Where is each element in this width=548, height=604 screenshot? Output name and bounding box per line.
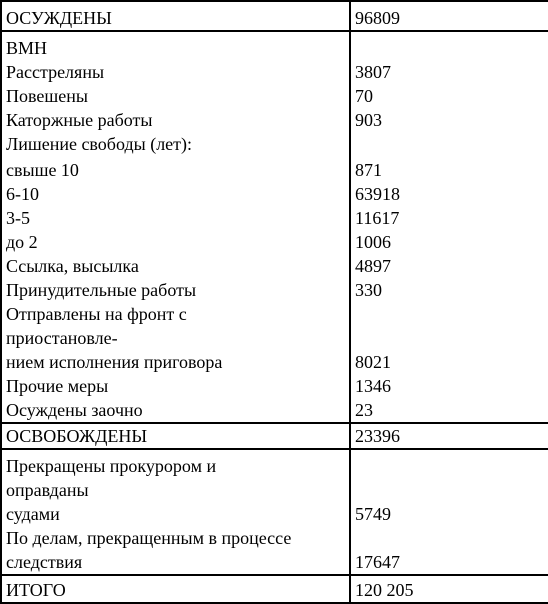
detail-value: 330 (355, 280, 382, 300)
detail-label: Ссылка, высылка (6, 256, 139, 276)
table-row-convicted-details (1, 31, 548, 423)
convicted-total: 96809 (350, 1, 548, 31)
detail-label: нием исполнения приговора (6, 352, 223, 372)
detail-label: Прекращены прокурором и (6, 456, 217, 476)
detail-label: Принудительные работы (6, 280, 197, 300)
detail-label: 6-10 (6, 184, 39, 204)
detail-label: Прочие меры (6, 376, 109, 396)
detail-label: свыше 10 (6, 160, 79, 180)
detail-value (355, 132, 548, 158)
detail-label: 3-5 (6, 208, 30, 228)
detail-label: приостановле- (6, 328, 118, 348)
released-total: 23396 (350, 423, 548, 449)
detail-label: Каторжные работы (6, 110, 153, 130)
detail-label: Отправлены на фронт с (6, 304, 187, 324)
table-row-convicted (1, 1, 548, 31)
detail-label: Расстреляны (6, 62, 105, 82)
detail-label: оправданы (6, 480, 89, 500)
detail-label: По делам, прекращенным в процессе (6, 528, 292, 548)
detail-value (355, 454, 548, 478)
detail-label: до 2 (6, 232, 38, 252)
detail-value: 70 (355, 86, 373, 106)
total-value: 120 205 (350, 575, 548, 603)
detail-label: следствия (6, 552, 83, 572)
table-row-released (1, 423, 548, 449)
detail-label: Осуждены заочно (6, 400, 143, 420)
detail-value (355, 526, 548, 550)
detail-value: 1006 (355, 232, 391, 252)
convicted-details-labels (1, 31, 350, 423)
detail-label: Повешены (6, 86, 88, 106)
table-row-released-details (1, 449, 548, 575)
released-details-values (350, 449, 548, 575)
detail-value (355, 36, 548, 60)
total-label: ИТОГО (1, 575, 350, 603)
released-label: ОСВОБОЖДЕНЫ (1, 423, 350, 449)
detail-value (355, 302, 548, 326)
detail-label: ВМН (6, 38, 48, 58)
released-details-labels (1, 449, 350, 575)
convicted-details-values (350, 31, 548, 423)
table-row-total (1, 575, 548, 603)
detail-value: 5749 (355, 504, 391, 524)
detail-value: 4897 (355, 256, 391, 276)
detail-value: 8021 (355, 352, 391, 372)
detail-value: 23 (355, 400, 373, 420)
detail-value: 3807 (355, 62, 391, 82)
detail-value: 63918 (355, 184, 400, 204)
detail-value: 903 (355, 110, 382, 130)
detail-value: 17647 (355, 552, 400, 572)
detail-value: 1346 (355, 376, 391, 396)
detail-value: 871 (355, 160, 382, 180)
detail-value (355, 478, 548, 502)
detail-value: 11617 (355, 208, 400, 228)
detail-label: судами (6, 504, 60, 524)
detail-value (355, 326, 548, 350)
detail-label: Лишение свободы (лет): (6, 134, 193, 154)
convicted-label: ОСУЖДЕНЫ (1, 1, 350, 31)
